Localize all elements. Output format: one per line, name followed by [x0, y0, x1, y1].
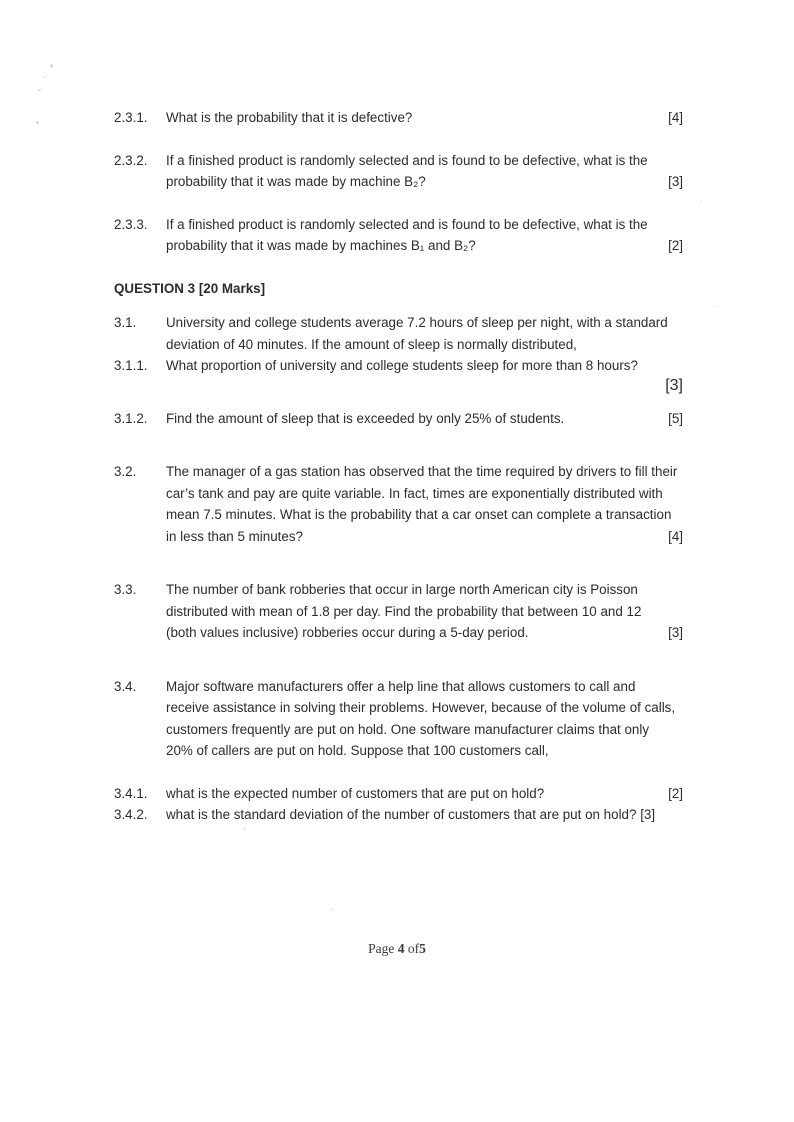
marks-value: [2]: [668, 238, 683, 253]
question-line: [166, 107, 683, 129]
question-text: car’s tank and pay are quite variable. In fact, times are exponentially distributed with: [166, 485, 663, 501]
question-text: distributed with mean of 1.8 per day. Find the probability that between 10 and 12: [166, 603, 642, 619]
question-text: Find the amount of sleep that is exceeded by only 25% of students.: [166, 410, 565, 426]
question-text: probability that it was made by machine B₂?: [166, 174, 426, 189]
question-line: [166, 526, 683, 548]
question-text: If a finished product is randomly selected and is found to be defective, what is the: [166, 152, 648, 168]
question-number: 2.3.3.: [114, 216, 148, 232]
scan-artifact-speck: [716, 305, 718, 307]
question-text: what is the standard deviation of the number of customers that are put on hold?: [166, 807, 637, 822]
scan-artifact-speck: [49, 64, 53, 69]
spacer: [114, 547, 683, 579]
question-item: [114, 214, 683, 257]
question-item: [114, 676, 683, 762]
question-text: What proportion of university and college students sleep for more than 8 hours?: [166, 358, 638, 373]
marks-value: [3]: [668, 174, 683, 189]
question-item: [114, 408, 683, 430]
spacer: [114, 299, 683, 312]
spacer: [114, 257, 683, 278]
spacer: [114, 129, 683, 150]
footer-middle: of: [407, 941, 420, 956]
question-text: mean 7.5 minutes. What is the probability that a car onset can complete a transaction: [166, 507, 672, 522]
question-body: [166, 676, 683, 762]
question-text: If a finished product is randomly selected and is found to be defective, what is the: [166, 216, 648, 232]
scan-artifact-speck: [700, 200, 702, 202]
footer-total-pages: 5: [419, 941, 426, 956]
question-text: probability that it was made by machines B₁ and B₂?: [166, 238, 476, 253]
question-list: [114, 107, 683, 826]
question-text: in less than 5 minutes?: [166, 528, 303, 544]
question-body: [166, 461, 683, 547]
question-number: 3.1.: [114, 315, 137, 330]
marks-value: [3]: [668, 625, 683, 640]
spacer: [114, 395, 683, 408]
question-text: What is the probability that it is defective?: [166, 110, 413, 125]
question-line: [166, 235, 683, 257]
question-item: [114, 107, 683, 129]
question-text: customers frequently are put on hold. One software manufacturer claims that only: [166, 721, 650, 737]
question-number: 3.2.: [114, 464, 137, 479]
question-number: 2.3.1.: [114, 110, 148, 125]
spacer: [114, 429, 683, 461]
scan-artifact-speck: [331, 908, 333, 911]
question-text: The number of bank robberies that occur in large north American city is Poisson: [166, 582, 638, 597]
question-text: The manager of a gas station has observed that the time required by drivers to fill their: [166, 464, 678, 479]
scan-artifact-speck: [44, 76, 46, 78]
question-number: 2.3.2.: [114, 152, 148, 168]
question-body: [166, 804, 683, 826]
scan-artifact-speck: [36, 121, 39, 124]
question-text: (both values inclusive) robberies occur during a 5-day period.: [166, 625, 529, 640]
question-item: [114, 579, 683, 644]
question-number: 3.1.2.: [114, 410, 148, 426]
page-footer: [0, 941, 794, 957]
question-number: 3.4.1.: [114, 785, 148, 801]
question-item: [114, 355, 683, 377]
question-item: [114, 150, 683, 193]
question-item: [114, 461, 683, 547]
scan-artifact-speck: [38, 89, 41, 91]
question-text: deviation of 40 minutes. If the amount of sleep is normally distributed,: [166, 336, 577, 352]
question-text: Major software manufacturers offer a help line that allows customers to call and: [166, 678, 636, 694]
question-text: receive assistance in solving their problems. However, because of the volume of calls,: [166, 700, 676, 715]
footer-current-page: 4: [397, 941, 405, 956]
marks-value: [2]: [668, 785, 683, 801]
section-heading: QUESTION 3 [20 Marks]: [114, 280, 266, 296]
question-body: [166, 355, 683, 377]
question-line: [166, 783, 683, 805]
spacer: [114, 644, 683, 676]
question-text: what is the expected number of customers that are put on hold?: [166, 785, 545, 801]
marks-value: [4]: [668, 110, 683, 125]
marks-value: [5]: [668, 410, 683, 426]
marks-value: [4]: [668, 528, 683, 544]
question-item: [114, 312, 683, 355]
question-body: [166, 408, 683, 430]
question-number: 3.4.: [114, 678, 137, 694]
marks-value: [3]: [640, 807, 656, 822]
question-item: [114, 783, 683, 805]
question-body: [166, 107, 683, 129]
question-text: University and college students average 7.2 hours of sleep per night, with a standard: [166, 315, 668, 330]
question-body: [166, 783, 683, 805]
scan-artifact-speck: [243, 827, 246, 830]
question-number: 3.3.: [114, 582, 137, 597]
question-number: 3.4.2.: [114, 807, 148, 822]
question-line: [166, 408, 683, 430]
spacer: [114, 762, 683, 783]
spacer: [114, 193, 683, 214]
question-text: 20% of callers are put on hold. Suppose that 100 customers call,: [166, 743, 549, 758]
question-body: [166, 312, 683, 355]
question-body: [166, 150, 683, 193]
marks-value: [3]: [665, 376, 683, 394]
question-body: [166, 214, 683, 257]
question-body: [166, 579, 683, 644]
footer-prefix: Page: [368, 941, 395, 956]
question-item: [114, 804, 683, 826]
question-number: 3.1.1.: [114, 358, 148, 373]
question-line: [166, 622, 683, 644]
question-line: [166, 171, 683, 193]
